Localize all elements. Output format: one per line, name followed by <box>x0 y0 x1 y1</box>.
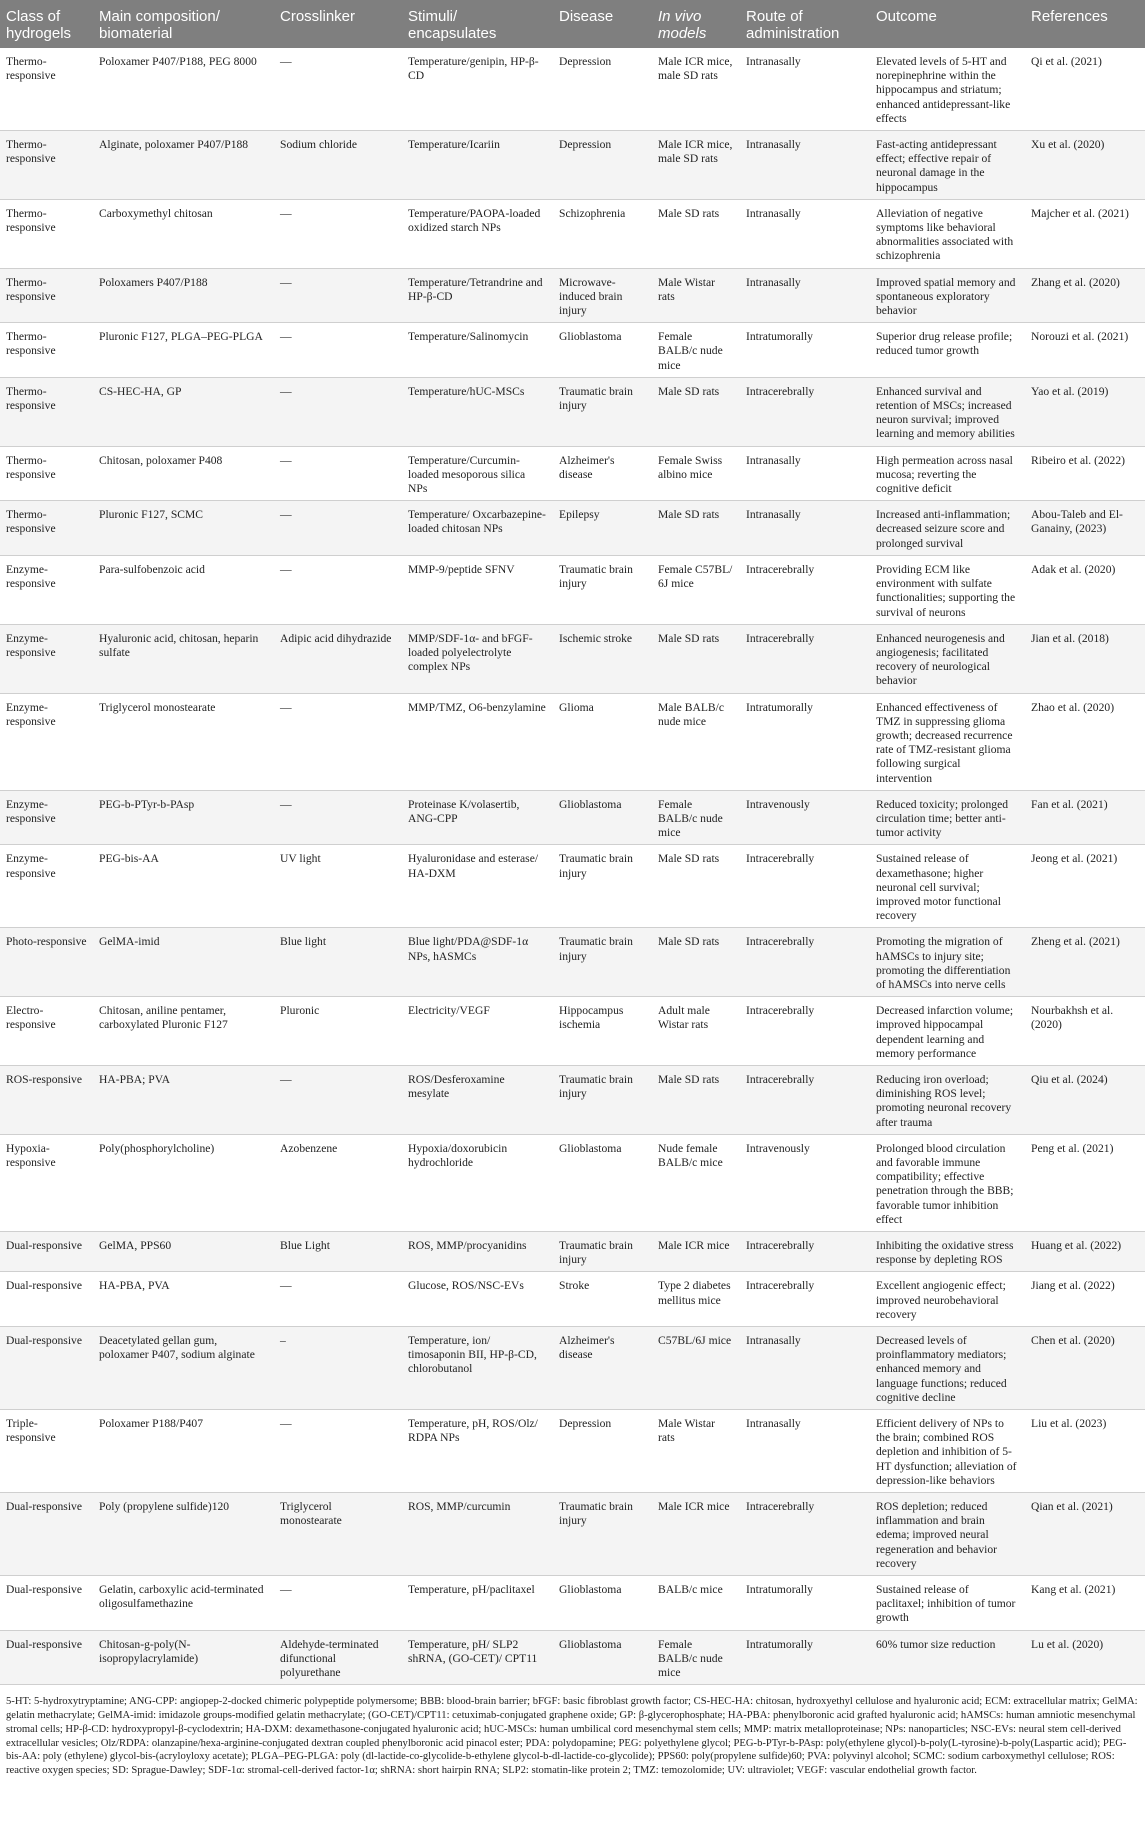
cell-models: Female BALB/c nude mice <box>652 323 740 378</box>
cell-stimuli: MMP/TMZ, O6-benzylamine <box>402 693 553 790</box>
cell-stimuli: Temperature, pH/paclitaxel <box>402 1576 553 1631</box>
cell-outcome: Decreased levels of proinflammatory mediators; enhanced memory and language functions; reduced cognitive decline <box>870 1327 1025 1410</box>
cell-class: Enzyme-responsive <box>0 555 93 624</box>
cell-models: Nude female BALB/c mice <box>652 1134 740 1231</box>
cell-models: Type 2 diabetes mellitus mice <box>652 1272 740 1327</box>
cell-stimuli: Hyaluronidase and esterase/ HA-DXM <box>402 845 553 928</box>
table-row <box>0 555 1145 624</box>
cell-disease: Alzheimer's disease <box>553 446 652 501</box>
cell-route: Intranasally <box>740 501 870 556</box>
cell-outcome: Prolonged blood circulation and favorable immune compatibility; effective penetration through the BBB; favorable tumor inhibition effect <box>870 1134 1025 1231</box>
cell-crosslinker: — <box>274 323 402 378</box>
cell-models: Female BALB/c nude mice <box>652 1630 740 1685</box>
cell-class: Thermo-responsive <box>0 131 93 200</box>
cell-route: Intratumorally <box>740 1576 870 1631</box>
cell-disease: Traumatic brain injury <box>553 928 652 997</box>
table-row <box>0 1065 1145 1134</box>
cell-composition: Hyaluronic acid, chitosan, heparin sulfate <box>93 624 274 693</box>
cell-route: Intravenously <box>740 790 870 845</box>
table-row <box>0 1410 1145 1493</box>
cell-references: Zheng et al. (2021) <box>1025 928 1145 997</box>
cell-composition: Chitosan, aniline pentamer, carboxylated Pluronic F127 <box>93 997 274 1066</box>
cell-class: Electro-responsive <box>0 997 93 1066</box>
cell-route: Intracerebrally <box>740 928 870 997</box>
cell-composition: Pluronic F127, PLGA–PEG-PLGA <box>93 323 274 378</box>
cell-composition: PEG-b-PTyr-b-PAsp <box>93 790 274 845</box>
cell-models: Male SD rats <box>652 624 740 693</box>
cell-references: Abou-Taleb and El-Ganainy, (2023) <box>1025 501 1145 556</box>
cell-stimuli: ROS, MMP/procyanidins <box>402 1232 553 1272</box>
cell-route: Intranasally <box>740 446 870 501</box>
cell-route: Intravenously <box>740 1134 870 1231</box>
cell-crosslinker: – <box>274 1327 402 1410</box>
cell-composition: Poloxamer P407/P188, PEG 8000 <box>93 48 274 131</box>
table-row <box>0 790 1145 845</box>
cell-route: Intratumorally <box>740 693 870 790</box>
cell-composition: HA-PBA, PVA <box>93 1272 274 1327</box>
cell-composition: Deacetylated gellan gum, poloxamer P407, sodium alginate <box>93 1327 274 1410</box>
cell-composition: Triglycerol monostearate <box>93 693 274 790</box>
cell-class: Dual-responsive <box>0 1327 93 1410</box>
cell-route: Intracerebrally <box>740 845 870 928</box>
cell-route: Intranasally <box>740 1327 870 1410</box>
cell-disease: Traumatic brain injury <box>553 377 652 446</box>
cell-class: Thermo-responsive <box>0 48 93 131</box>
cell-class: Enzyme-responsive <box>0 845 93 928</box>
column-header-route: Route of administration <box>740 0 870 48</box>
cell-route: Intracerebrally <box>740 1272 870 1327</box>
cell-references: Lu et al. (2020) <box>1025 1630 1145 1685</box>
cell-crosslinker: Triglycerol monostearate <box>274 1493 402 1576</box>
cell-class: Enzyme-responsive <box>0 624 93 693</box>
cell-composition: GelMA-imid <box>93 928 274 997</box>
cell-crosslinker: — <box>274 790 402 845</box>
cell-outcome: Reducing iron overload; diminishing ROS level; promoting neuronal recovery after trauma <box>870 1065 1025 1134</box>
column-header-stimuli: Stimuli/ encapsulates <box>402 0 553 48</box>
cell-class: Enzyme-responsive <box>0 693 93 790</box>
table-row <box>0 501 1145 556</box>
cell-route: Intranasally <box>740 48 870 131</box>
cell-outcome: Superior drug release profile; reduced tumor growth <box>870 323 1025 378</box>
cell-disease: Alzheimer's disease <box>553 1327 652 1410</box>
cell-outcome: Providing ECM like environment with sulfate functionalities; supporting the survival of neurons <box>870 555 1025 624</box>
cell-stimuli: Temperature/Curcumin-loaded mesoporous silica NPs <box>402 446 553 501</box>
cell-outcome: Inhibiting the oxidative stress response by depleting ROS <box>870 1232 1025 1272</box>
cell-references: Jeong et al. (2021) <box>1025 845 1145 928</box>
column-header-models: In vivo models <box>652 0 740 48</box>
cell-composition: HA-PBA; PVA <box>93 1065 274 1134</box>
cell-outcome: Improved spatial memory and spontaneous exploratory behavior <box>870 268 1025 323</box>
cell-disease: Depression <box>553 1410 652 1493</box>
cell-crosslinker: — <box>274 555 402 624</box>
cell-references: Jian et al. (2018) <box>1025 624 1145 693</box>
cell-composition: Chitosan-g-poly(N-isopropylacrylamide) <box>93 1630 274 1685</box>
cell-stimuli: Temperature/PAOPA-loaded oxidized starch NPs <box>402 199 553 268</box>
cell-outcome: Enhanced effectiveness of TMZ in suppressing glioma growth; decreased recurrence rate of TMZ-resistant glioma following surgical intervention <box>870 693 1025 790</box>
cell-stimuli: ROS/Desferoxamine mesylate <box>402 1065 553 1134</box>
cell-disease: Stroke <box>553 1272 652 1327</box>
cell-disease: Depression <box>553 48 652 131</box>
cell-disease: Glioblastoma <box>553 790 652 845</box>
cell-models: Male SD rats <box>652 928 740 997</box>
cell-outcome: Reduced toxicity; prolonged circulation time; better anti-tumor activity <box>870 790 1025 845</box>
cell-references: Liu et al. (2023) <box>1025 1410 1145 1493</box>
table-row <box>0 48 1145 131</box>
cell-crosslinker: — <box>274 1065 402 1134</box>
cell-class: Dual-responsive <box>0 1630 93 1685</box>
cell-class: Enzyme-responsive <box>0 790 93 845</box>
cell-class: Thermo-responsive <box>0 199 93 268</box>
cell-references: Jiang et al. (2022) <box>1025 1272 1145 1327</box>
cell-models: Female Swiss albino mice <box>652 446 740 501</box>
cell-disease: Depression <box>553 131 652 200</box>
cell-stimuli: Temperature, pH, ROS/Olz/ RDPA NPs <box>402 1410 553 1493</box>
cell-crosslinker: — <box>274 693 402 790</box>
cell-composition: Poloxamer P188/P407 <box>93 1410 274 1493</box>
table-footnote: 5-HT: 5-hydroxytryptamine; ANG-CPP: angiopep-2-docked chimeric polypeptide polymersome; BBB: blood-brain barrier; bFGF: basic fibroblast growth factor; CS-HEC-HA: chitosan, hydroxyethyl cellulose and hyaluronic acid; ECM: extracellular matrix; GelMA: gelatin methacrylate; GelMA-imid: imidazole groups-modified gelatin methacrylate; (GO-CET)/CPT11: cetuximab-conjugated graphene oxide; GP: β-glycerophosphate; HA-PBA: phenylboronic acid grafted hyaluronic acid; hAMSCs: human amniotic mesenchymal stromal cells; HP-β-CD: hydroxypropyl-β-cyclodextrin; HA-DXM: dexamethasone-conjugated hyaluronic acid; hUC-MSCs: human umbilical cord mesenchymal stem cells; MMP: matrix metalloproteinase; NPs: nanoparticles; NSC-EVs: neural stem cell-derived extracellular vesicles; Olz/RDPA: olanzapine/hexa-arginine-conjugated dextran coupled phenylboronic acid pinacol ester; PDA: polydopamine; PEG: polyethylene glycol; PEG-b-PTyr-b-PAsp: poly(ethylene glycol)-b-poly(L-tyrosine)-b-poly(Laspartic acid); PEG-bis-AA: poly (ethylene) glycol-bis-(acryloyloxy acetate); PLGA–PEG-PLGA: poly (dl-lactide-co-glycolide-b-ethylene glycol-b-dl-lactide-co-glycolide); PPS60: poly(propylene sulfide)60; PVA: polyvinyl alcohol; SCMC: sodium carboxymethyl cellulose; ROS: reactive oxygen species; SD: Sprague-Dawley; SDF-1α: stromal-cell-derived factor-1α; shRNA: short hairpin RNA; SLP2: stomatin-like protein 2; TMZ: temozolomide; UV: ultraviolet; VEGF: vascular endothelial growth factor. <box>6 1696 1138 1777</box>
table-row <box>0 131 1145 200</box>
cell-stimuli: Temperature, ion/ timosaponin BII, HP-β-CD, chlorobutanol <box>402 1327 553 1410</box>
cell-disease: Glioblastoma <box>553 1134 652 1231</box>
cell-outcome: Enhanced neurogenesis and angiogenesis; facilitated recovery of neurological behavior <box>870 624 1025 693</box>
table-body <box>0 48 1145 1685</box>
cell-references: Xu et al. (2020) <box>1025 131 1145 200</box>
cell-stimuli: ROS, MMP/curcumin <box>402 1493 553 1576</box>
cell-class: Thermo-responsive <box>0 501 93 556</box>
cell-disease: Traumatic brain injury <box>553 845 652 928</box>
cell-outcome: Efficient delivery of NPs to the brain; combined ROS depletion and inhibition of 5-HT dysfunction; alleviation of depression-like behaviors <box>870 1410 1025 1493</box>
cell-stimuli: Temperature/hUC-MSCs <box>402 377 553 446</box>
cell-class: Dual-responsive <box>0 1493 93 1576</box>
table-row <box>0 997 1145 1066</box>
cell-references: Nourbakhsh et al. (2020) <box>1025 997 1145 1066</box>
cell-references: Ribeiro et al. (2022) <box>1025 446 1145 501</box>
table-row <box>0 323 1145 378</box>
cell-outcome: Sustained release of paclitaxel; inhibition of tumor growth <box>870 1576 1025 1631</box>
cell-models: Male ICR mice, male SD rats <box>652 131 740 200</box>
cell-stimuli: MMP-9/peptide SFNV <box>402 555 553 624</box>
cell-models: Adult male Wistar rats <box>652 997 740 1066</box>
cell-outcome: Decreased infarction volume; improved hippocampal dependent learning and memory performance <box>870 997 1025 1066</box>
cell-references: Kang et al. (2021) <box>1025 1576 1145 1631</box>
cell-outcome: ROS depletion; reduced inflammation and brain edema; improved neural regeneration and behavior recovery <box>870 1493 1025 1576</box>
cell-models: Male ICR mice <box>652 1493 740 1576</box>
cell-stimuli: Temperature/genipin, HP-β-CD <box>402 48 553 131</box>
cell-composition: Chitosan, poloxamer P408 <box>93 446 274 501</box>
cell-route: Intracerebrally <box>740 555 870 624</box>
table-row <box>0 1630 1145 1685</box>
cell-crosslinker: Pluronic <box>274 997 402 1066</box>
cell-composition: Poloxamers P407/P188 <box>93 268 274 323</box>
cell-crosslinker: Blue light <box>274 928 402 997</box>
cell-references: Adak et al. (2020) <box>1025 555 1145 624</box>
cell-models: Male BALB/c nude mice <box>652 693 740 790</box>
cell-references: Zhang et al. (2020) <box>1025 268 1145 323</box>
cell-references: Norouzi et al. (2021) <box>1025 323 1145 378</box>
cell-class: Thermo-responsive <box>0 377 93 446</box>
cell-crosslinker: UV light <box>274 845 402 928</box>
cell-disease: Traumatic brain injury <box>553 1232 652 1272</box>
cell-outcome: 60% tumor size reduction <box>870 1630 1025 1685</box>
cell-route: Intracerebrally <box>740 997 870 1066</box>
cell-outcome: High permeation across nasal mucosa; reverting the cognitive deficit <box>870 446 1025 501</box>
column-header-disease: Disease <box>553 0 652 48</box>
table-row <box>0 268 1145 323</box>
cell-crosslinker: Aldehyde-terminated difunctional polyurethane <box>274 1630 402 1685</box>
cell-class: Photo-responsive <box>0 928 93 997</box>
cell-disease: Glioma <box>553 693 652 790</box>
table-row <box>0 1493 1145 1576</box>
cell-crosslinker: — <box>274 377 402 446</box>
cell-models: Male SD rats <box>652 377 740 446</box>
cell-crosslinker: Adipic acid dihydrazide <box>274 624 402 693</box>
cell-models: Male SD rats <box>652 199 740 268</box>
table-row <box>0 845 1145 928</box>
cell-models: Male SD rats <box>652 845 740 928</box>
cell-crosslinker: — <box>274 268 402 323</box>
cell-models: Male SD rats <box>652 501 740 556</box>
table-row <box>0 199 1145 268</box>
cell-route: Intracerebrally <box>740 1232 870 1272</box>
cell-disease: Schizophrenia <box>553 199 652 268</box>
cell-class: Dual-responsive <box>0 1232 93 1272</box>
cell-composition: Para-sulfobenzoic acid <box>93 555 274 624</box>
cell-disease: Glioblastoma <box>553 323 652 378</box>
cell-disease: Glioblastoma <box>553 1576 652 1631</box>
cell-references: Qiu et al. (2024) <box>1025 1065 1145 1134</box>
cell-crosslinker: — <box>274 1410 402 1493</box>
cell-composition: Alginate, poloxamer P407/P188 <box>93 131 274 200</box>
cell-disease: Ischemic stroke <box>553 624 652 693</box>
cell-route: Intracerebrally <box>740 377 870 446</box>
cell-references: Peng et al. (2021) <box>1025 1134 1145 1231</box>
cell-route: Intranasally <box>740 131 870 200</box>
cell-stimuli: Blue light/PDA@SDF-1α NPs, hASMCs <box>402 928 553 997</box>
cell-outcome: Fast-acting antidepressant effect; effective repair of neuronal damage in the hippocampus <box>870 131 1025 200</box>
cell-references: Majcher et al. (2021) <box>1025 199 1145 268</box>
cell-stimuli: MMP/SDF-1α- and bFGF-loaded polyelectrolyte complex NPs <box>402 624 553 693</box>
cell-outcome: Enhanced survival and retention of MSCs; increased neuron survival; improved learning and memory abilities <box>870 377 1025 446</box>
cell-class: ROS-responsive <box>0 1065 93 1134</box>
table-row <box>0 446 1145 501</box>
cell-models: Female C57BL/ 6J mice <box>652 555 740 624</box>
cell-composition: Poly(phosphorylcholine) <box>93 1134 274 1231</box>
table-row <box>0 1576 1145 1631</box>
cell-stimuli: Electricity/VEGF <box>402 997 553 1066</box>
table-row <box>0 1272 1145 1327</box>
cell-outcome: Sustained release of dexamethasone; higher neuronal cell survival; improved motor functional recovery <box>870 845 1025 928</box>
cell-crosslinker: — <box>274 199 402 268</box>
cell-disease: Traumatic brain injury <box>553 555 652 624</box>
cell-disease: Traumatic brain injury <box>553 1065 652 1134</box>
cell-class: Dual-responsive <box>0 1272 93 1327</box>
cell-references: Huang et al. (2022) <box>1025 1232 1145 1272</box>
cell-models: C57BL/6J mice <box>652 1327 740 1410</box>
column-header-crosslinker: Crosslinker <box>274 0 402 48</box>
cell-composition: Carboxymethyl chitosan <box>93 199 274 268</box>
cell-outcome: Excellent angiogenic effect; improved neurobehavioral recovery <box>870 1272 1025 1327</box>
cell-outcome: Promoting the migration of hAMSCs to injury site; promoting the differentiation of hAMSCs into nerve cells <box>870 928 1025 997</box>
cell-composition: PEG-bis-AA <box>93 845 274 928</box>
cell-references: Zhao et al. (2020) <box>1025 693 1145 790</box>
cell-route: Intratumorally <box>740 323 870 378</box>
cell-composition: Poly (propylene sulfide)120 <box>93 1493 274 1576</box>
cell-stimuli: Temperature/Tetrandrine and HP-β-CD <box>402 268 553 323</box>
column-header-class: Class of hydrogels <box>0 0 93 48</box>
cell-crosslinker: — <box>274 446 402 501</box>
cell-references: Fan et al. (2021) <box>1025 790 1145 845</box>
cell-disease: Epilepsy <box>553 501 652 556</box>
table-row <box>0 928 1145 997</box>
column-header-composition: Main composition/ biomaterial <box>93 0 274 48</box>
cell-stimuli: Temperature/Salinomycin <box>402 323 553 378</box>
cell-models: BALB/c mice <box>652 1576 740 1631</box>
cell-outcome: Alleviation of negative symptoms like behavioral abnormalities associated with schizophrenia <box>870 199 1025 268</box>
cell-models: Male ICR mice <box>652 1232 740 1272</box>
cell-crosslinker: — <box>274 48 402 131</box>
cell-class: Dual-responsive <box>0 1576 93 1631</box>
cell-stimuli: Hypoxia/doxorubicin hydrochloride <box>402 1134 553 1231</box>
cell-outcome: Increased anti-inflammation; decreased seizure score and prolonged survival <box>870 501 1025 556</box>
cell-stimuli: Temperature/ Oxcarbazepine-loaded chitosan NPs <box>402 501 553 556</box>
cell-route: Intratumorally <box>740 1630 870 1685</box>
cell-crosslinker: — <box>274 1272 402 1327</box>
cell-stimuli: Temperature/Icariin <box>402 131 553 200</box>
cell-class: Thermo-responsive <box>0 268 93 323</box>
cell-references: Yao et al. (2019) <box>1025 377 1145 446</box>
cell-models: Male ICR mice, male SD rats <box>652 48 740 131</box>
cell-stimuli: Temperature, pH/ SLP2 shRNA, (GO-CET)/ CPT11 <box>402 1630 553 1685</box>
cell-references: Chen et al. (2020) <box>1025 1327 1145 1410</box>
table-row <box>0 693 1145 790</box>
cell-references: Qi et al. (2021) <box>1025 48 1145 131</box>
cell-references: Qian et al. (2021) <box>1025 1493 1145 1576</box>
cell-route: Intracerebrally <box>740 1065 870 1134</box>
cell-disease: Microwave-induced brain injury <box>553 268 652 323</box>
table-row <box>0 1327 1145 1410</box>
cell-composition: Gelatin, carboxylic acid-terminated oligosulfamethazine <box>93 1576 274 1631</box>
cell-class: Triple-responsive <box>0 1410 93 1493</box>
column-header-outcome: Outcome <box>870 0 1025 48</box>
cell-disease: Traumatic brain injury <box>553 1493 652 1576</box>
cell-route: Intranasally <box>740 199 870 268</box>
cell-stimuli: Glucose, ROS/NSC-EVs <box>402 1272 553 1327</box>
cell-disease: Glioblastoma <box>553 1630 652 1685</box>
table-row <box>0 1232 1145 1272</box>
table-row <box>0 1134 1145 1231</box>
cell-stimuli: Proteinase K/volasertib, ANG-CPP <box>402 790 553 845</box>
column-header-references: References <box>1025 0 1145 48</box>
table-header-row <box>0 0 1145 48</box>
cell-crosslinker: Blue Light <box>274 1232 402 1272</box>
table-row <box>0 624 1145 693</box>
cell-crosslinker: — <box>274 1576 402 1631</box>
cell-route: Intranasally <box>740 268 870 323</box>
cell-crosslinker: Azobenzene <box>274 1134 402 1231</box>
cell-route: Intracerebrally <box>740 624 870 693</box>
cell-route: Intracerebrally <box>740 1493 870 1576</box>
cell-class: Thermo-responsive <box>0 446 93 501</box>
cell-outcome: Elevated levels of 5-HT and norepinephrine within the hippocampus and striatum; enhanced antidepressant-like effects <box>870 48 1025 131</box>
cell-crosslinker: Sodium chloride <box>274 131 402 200</box>
cell-composition: GelMA, PPS60 <box>93 1232 274 1272</box>
cell-class: Hypoxia-responsive <box>0 1134 93 1231</box>
cell-class: Thermo-responsive <box>0 323 93 378</box>
cell-models: Male Wistar rats <box>652 268 740 323</box>
cell-composition: CS-HEC-HA, GP <box>93 377 274 446</box>
cell-disease: Hippocampus ischemia <box>553 997 652 1066</box>
cell-models: Female BALB/c nude mice <box>652 790 740 845</box>
table-row <box>0 377 1145 446</box>
cell-route: Intranasally <box>740 1410 870 1493</box>
cell-crosslinker: — <box>274 501 402 556</box>
cell-models: Male SD rats <box>652 1065 740 1134</box>
cell-models: Male Wistar rats <box>652 1410 740 1493</box>
cell-composition: Pluronic F127, SCMC <box>93 501 274 556</box>
